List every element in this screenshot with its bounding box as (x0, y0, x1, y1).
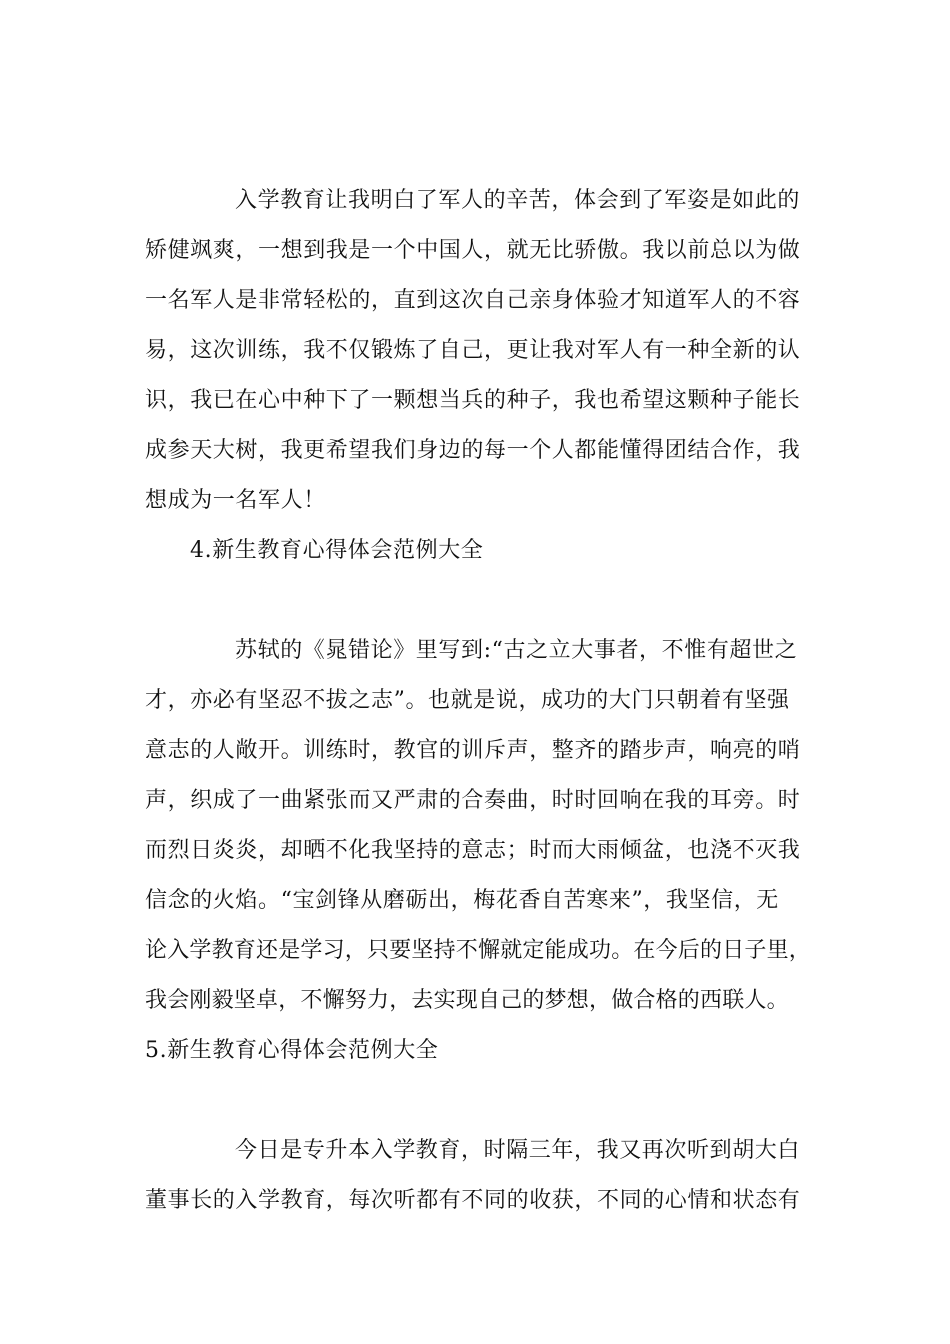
paragraph-line: 论入学教育还是学习，只要坚持不懈就定能成功。在今后的日子里， (145, 938, 812, 963)
paragraph-line: 想成为一名军人！ (145, 488, 326, 513)
paragraph-line: 今日是专升本入学教育，时隔三年，我又再次听到胡大白 (235, 1138, 801, 1163)
paragraph-line: 一名军人是非常轻松的，直到这次自己亲身体验才知道军人的不容 (145, 288, 801, 313)
section-heading: 5.新生教育心得体会范例大全 (145, 1038, 439, 1063)
paragraph-line: 我会刚毅坚卓，不懈努力，去实现自己的梦想，做合格的西联人。 (145, 988, 789, 1013)
paragraph-line: 矫健飒爽，一想到我是一个中国人，就无比骄傲。我以前总以为做 (145, 238, 801, 263)
paragraph-line: 信念的火焰。“宝剑锋从磨砺出，梅花香自苦寒来”，我坚信，无 (145, 888, 779, 913)
section-heading: 4.新生教育心得体会范例大全 (190, 538, 484, 563)
paragraph-line: 苏轼的《晁错论》里写到:“古之立大事者，不惟有超世之 (235, 638, 798, 663)
paragraph-line: 而烈日炎炎，却晒不化我坚持的意志；时而大雨倾盆，也浇不灭我 (145, 838, 801, 863)
paragraph-line: 意志的人敞开。训练时，教官的训斥声，整齐的踏步声，响亮的哨 (145, 738, 801, 763)
paragraph-line: 成参天大树，我更希望我们身边的每一个人都能懂得团结合作，我 (145, 438, 801, 463)
paragraph-line: 声，织成了一曲紧张而又严肃的合奏曲，时时回响在我的耳旁。时 (145, 788, 801, 813)
paragraph-line: 入学教育让我明白了军人的辛苦，体会到了军姿是如此的 (235, 188, 801, 213)
paragraph-line: 董事长的入学教育，每次听都有不同的收获，不同的心情和状态有 (145, 1188, 801, 1213)
paragraph-line: 识，我已在心中种下了一颗想当兵的种子，我也希望这颗种子能长 (145, 388, 801, 413)
paragraph-line: 易，这次训练，我不仅锻炼了自己，更让我对军人有一种全新的认 (145, 338, 801, 363)
paragraph-line: 才，亦必有坚忍不拔之志”。也就是说，成功的大门只朝着有坚强 (145, 688, 790, 713)
